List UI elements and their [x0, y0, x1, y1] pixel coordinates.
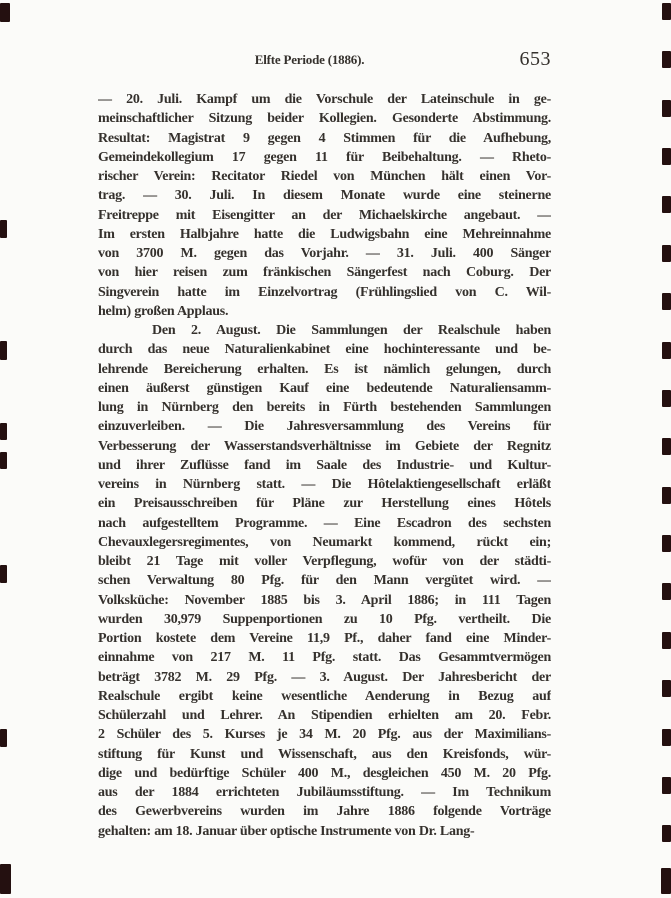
film-edge-mark	[662, 100, 671, 117]
text-line: rischer Verein: Recitator Riedel von München hält einen Vor-	[98, 169, 551, 184]
scan-edge-left	[0, 0, 14, 898]
text-line: Gemeindekollegium 17 gegen 11 für Beibehaltung. — Rheto-	[98, 149, 551, 165]
page-body-text	[98, 90, 551, 841]
text-line: gehalten: am 18. Januar über optische Instrumente von Dr. Lang-	[98, 823, 475, 839]
film-edge-mark	[0, 864, 11, 894]
text-line: Resultat: Magistrat 9 gegen 4 Stimmen für die Aufhebung,	[98, 130, 551, 146]
film-edge-mark	[662, 342, 671, 359]
film-edge-mark	[662, 196, 671, 213]
text-line: Chevauxlegersregimentes, von Neumarkt kommend, rückt ein;	[98, 534, 551, 550]
text-line: einen äußerst günstigen Kauf eine bedeutende Naturaliensamm-	[98, 380, 551, 396]
text-line: einzuverleiben. — Die Jahresversammlung des Vereins für	[98, 419, 551, 435]
film-edge-mark	[662, 148, 671, 165]
running-head-title: Elfte Periode (1886).	[254, 52, 365, 67]
text-line: 2 Schüler des 5. Kurses je 34 M. 20 Pfg. aus der Maximilians-	[98, 727, 551, 743]
text-line: des Gewerbvereins wurden im Jahre 1886 folgende Vorträge	[98, 804, 551, 820]
film-edge-mark	[662, 729, 671, 746]
text-line: und ihrer Zuflüsse fand im Saale des Industrie- und Kultur-	[98, 457, 551, 473]
text-line: schen Verwaltung 80 Pfg. für den Mann vergütet wird. —	[98, 573, 551, 589]
text-line: lehrende Bereicherung erhalten. Es ist nämlich gelungen, durch	[98, 361, 551, 377]
text-line: trag. — 30. Juli. In diesem Monate wurde eine steinerne	[98, 188, 551, 204]
text-line: beträgt 3782 M. 29 Pfg. — 3. August. Der Jahresbericht der	[98, 669, 551, 685]
film-edge-mark	[662, 680, 671, 697]
text-line: aus der 1884 errichteten Jubiläumsstiftung. — Im Technikum	[98, 785, 551, 800]
film-edge-mark	[662, 583, 671, 600]
scan-edge-right	[657, 0, 671, 898]
text-line: lung in Nürnberg den bereits in Fürth bestehenden Sammlungen	[98, 400, 551, 415]
film-edge-mark	[662, 293, 671, 310]
film-edge-mark	[662, 535, 671, 552]
text-line: wurden 30,979 Suppenportionen zu 10 Pfg. vertheilt. Die	[98, 611, 551, 627]
film-edge-mark	[662, 825, 671, 842]
text-line: vereins in Nürnberg statt. — Die Hôtelaktiengesellschaft erläßt	[98, 477, 551, 492]
text-line: Singverein hatte im Einzelvortrag (Frühlingslied von C. Wil-	[98, 284, 551, 300]
film-edge-mark	[0, 220, 7, 238]
film-edge-mark	[662, 3, 671, 20]
text-line: Volksküche: November 1885 bis 3. April 1886; in 111 Tagen	[98, 592, 551, 608]
text-line: Realschule ergibt keine wesentliche Aenderung in Bezug auf	[98, 688, 551, 704]
film-edge-mark	[662, 245, 671, 262]
film-edge-mark	[661, 868, 671, 894]
text-line: Im ersten Halbjahre hatte die Ludwigsbahn eine Mehreinnahme	[98, 226, 551, 242]
film-edge-mark	[662, 390, 671, 407]
film-edge-mark	[0, 452, 7, 469]
text-line: ein Preisausschreiben für Pläne zur Herstellung eines Hôtels	[98, 496, 551, 512]
film-edge-mark	[0, 423, 7, 440]
film-edge-mark	[662, 487, 671, 504]
text-line: bleibt 21 Tage mit voller Verpflegung, wofür von der städti-	[98, 554, 551, 569]
text-line: durch das neue Naturalienkabinet eine hochinteressante und be-	[98, 342, 551, 358]
text-line: Schülerzahl und Lehrer. An Stipendien erhielten am 20. Febr.	[98, 708, 551, 723]
page-number: 653	[519, 48, 551, 70]
film-edge-mark	[662, 51, 671, 68]
film-edge-mark	[662, 632, 671, 649]
text-line: Verbesserung der Wasserstandsverhältnisse im Gebiete der Regnitz	[98, 438, 551, 454]
film-edge-mark	[0, 565, 7, 583]
text-line: meinschaftlicher Sitzung beider Kollegien. Gesonderte Abstimmung.	[98, 111, 551, 127]
film-edge-mark	[662, 777, 671, 794]
text-line: — 20. Juli. Kampf um die Vorschule der Lateinschule in ge-	[98, 92, 551, 107]
film-edge-mark	[0, 3, 10, 22]
text-line: Freitreppe mit Eisengitter an der Michaelskirche angebaut. —	[98, 207, 551, 223]
text-line: helm) großen Applaus.	[98, 303, 229, 319]
text-line: nach aufgestelltem Programme. — Eine Escadron des sechsten	[98, 515, 551, 531]
film-edge-mark	[0, 729, 7, 747]
text-line: von 3700 M. gegen das Vorjahr. — 31. Juli. 400 Sänger	[98, 246, 551, 261]
film-edge-mark	[662, 438, 671, 455]
text-line: von hier reisen zum fränkischen Sängerfest nach Coburg. Der	[98, 265, 551, 281]
film-edge-mark	[0, 341, 7, 360]
text-line: stiftung für Kunst und Wissenschaft, aus den Kreisfonds, wür-	[98, 746, 551, 762]
text-line: einnahme von 217 M. 11 Pfg. statt. Das Gesammtvermögen	[98, 650, 551, 666]
text-line: Portion kostete dem Vereine 11,9 Pf., daher fand eine Minder-	[98, 631, 551, 646]
text-line: dige und bedürftige Schüler 400 M., desgleichen 450 M. 20 Pfg.	[98, 765, 551, 781]
text-line: Den 2. August. Die Sammlungen der Realschule haben	[152, 323, 551, 338]
page-header	[98, 48, 551, 71]
